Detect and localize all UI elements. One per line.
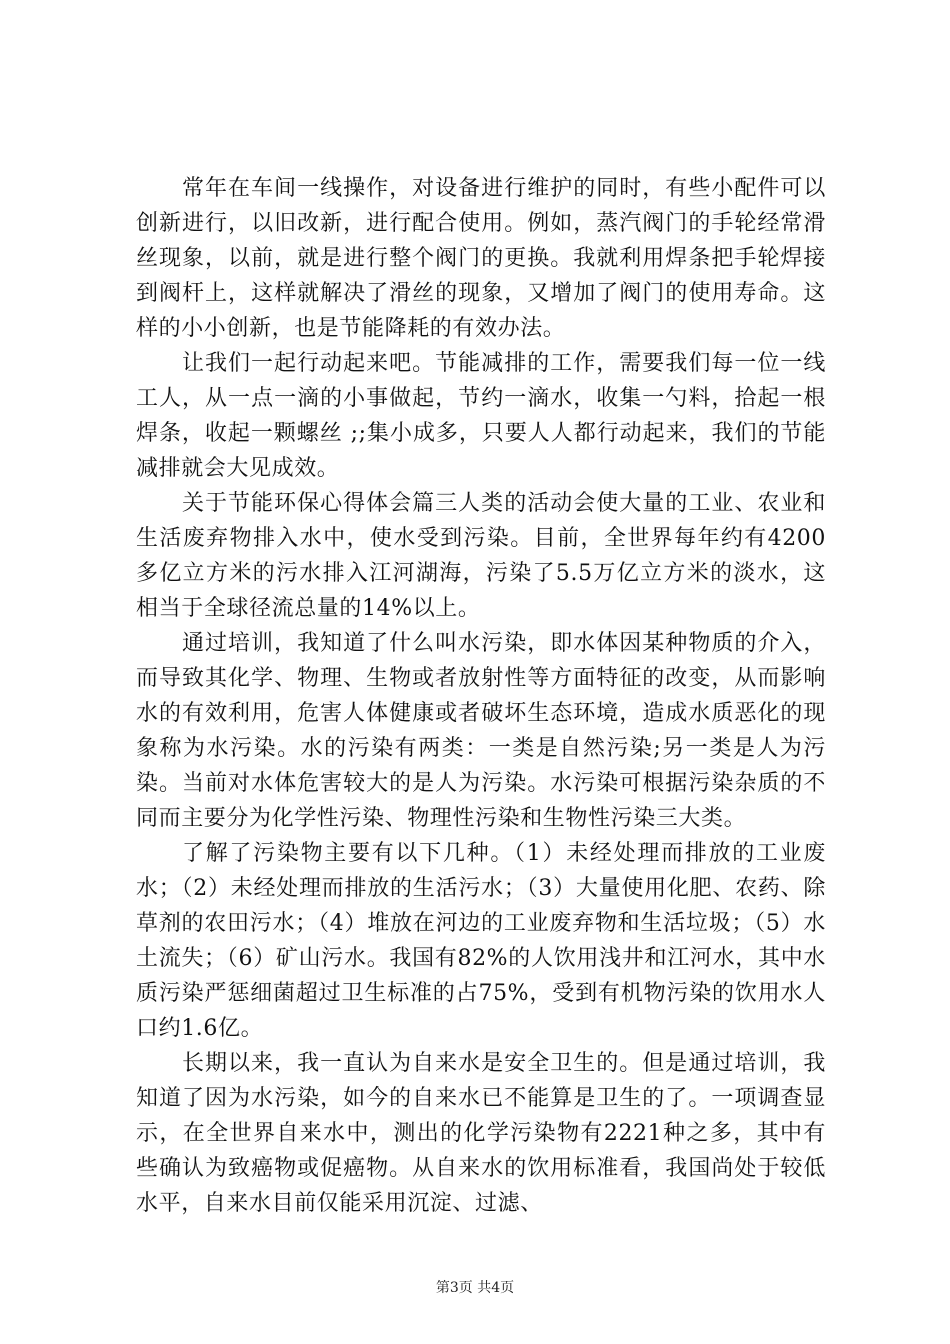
document-body: [136, 171, 826, 1221]
paragraph-6: 长期以来，我一直认为自来水是安全卫生的。但是通过培训，我知道了因为水污染，如今的自来水已不能算是卫生的了。一项调查显示，在全世界自来水中，测出的化学污染物有2221种之多，其中有些确认为致癌物或促癌物。从自来水的饮用标准看，我国尚处于较低水平，自来水目前仅能采用沉淀、过滤、: [136, 1051, 826, 1216]
paragraph-3: 关于节能环保心得体会篇三人类的活动会使大量的工业、农业和生活废弃物排入水中，使水受到污染。目前，全世界每年约有4200多亿立方米的污水排入江河湖海，污染了5.5万亿立方米的淡水，这相当于全球径流总量的14%以上。: [136, 491, 826, 621]
paragraph-1: 常年在车间一线操作，对设备进行维护的同时，有些小配件可以创新进行，以旧改新，进行配合使用。例如，蒸汽阀门的手轮经常滑丝现象，以前，就是进行整个阀门的更换。我就利用焊条把手轮焊接到阀杆上，这样就解决了滑丝的现象，又增加了阀门的使用寿命。这样的小小创新，也是节能降耗的有效办法。: [136, 176, 826, 341]
paragraph-5: 了解了污染物主要有以下几种。（1）未经处理而排放的工业废水；（2）未经处理而排放的生活污水；（3）大量使用化肥、农药、除草剂的农田污水；（4）堆放在河边的工业废弃物和生活垃圾；（5）水土流失；（6）矿山污水。我国有82%的人饮用浅井和江河水，其中水质污染严惩细菌超过卫生标准的占75%，受到有机物污染的饮用水人口约1.6亿。: [136, 841, 826, 1041]
paragraph-2: 让我们一起行动起来吧。节能减排的工作，需要我们每一位一线工人，从一点一滴的小事做起，节约一滴水，收集一勺料，拾起一根焊条，收起一颗螺丝 ;;集小成多，只要人人都行动起来，我们的节能减排就会大见成效。: [136, 351, 826, 481]
page-number-footer: 第3页 共4页: [435, 1280, 515, 1296]
paragraph-4: 通过培训，我知道了什么叫水污染，即水体因某种物质的介入，而导致其化学、物理、生物或者放射性等方面特征的改变，从而影响水的有效利用，危害人体健康或者破坏生态环境，造成水质恶化的现象称为水污染。水的污染有两类：一类是自然污染;另一类是人为污染。当前对水体危害较大的是人为污染。水污染可根据污染杂质的不同而主要分为化学性污染、物理性污染和生物性污染三大类。: [136, 631, 826, 831]
